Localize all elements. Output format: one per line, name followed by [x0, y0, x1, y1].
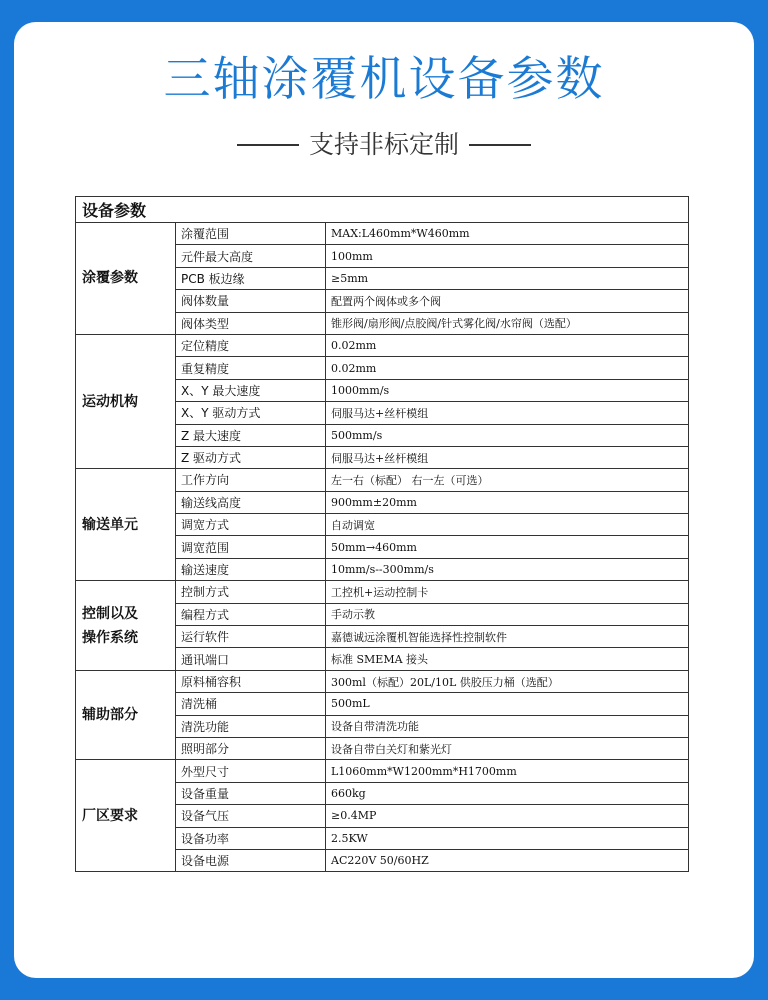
param-name-cell: Z 驱动方式	[176, 446, 326, 468]
param-name-cell: 设备重量	[176, 782, 326, 804]
category-name-line: 控制以及	[82, 605, 138, 622]
param-value-cell: 660kg	[326, 782, 689, 804]
param-value-cell: 嘉德诚远涂覆机智能选择性控制软件	[326, 626, 689, 648]
param-value-cell: 1000mm/s	[326, 379, 689, 401]
table-row	[76, 670, 689, 692]
category-name-line: 操作系统	[82, 629, 138, 646]
param-value-cell: 自动调宽	[326, 514, 689, 536]
param-value-cell: 锥形阀/扇形阀/点胶阀/针式雾化阀/水帘阀（选配）	[326, 312, 689, 334]
param-value-cell: 标准 SMEMA 接头	[326, 648, 689, 670]
param-value-cell: 配置两个阀体或多个阀	[326, 290, 689, 312]
param-value-cell: 2.5KW	[326, 827, 689, 849]
param-value-cell: 100mm	[326, 245, 689, 267]
param-name-cell: 定位精度	[176, 334, 326, 356]
left-dash-line	[237, 144, 299, 146]
param-name-cell: X、Y 驱动方式	[176, 402, 326, 424]
param-value-cell: 50mm→460mm	[326, 536, 689, 558]
param-name-cell: PCB 板边缘	[176, 267, 326, 289]
param-name-cell: 工作方向	[176, 469, 326, 491]
param-value-cell: 左一右（标配） 右一左（可选）	[326, 469, 689, 491]
param-value-cell: 手动示教	[326, 603, 689, 625]
subtitle-row	[0, 127, 768, 163]
param-name-cell: 通讯端口	[176, 648, 326, 670]
param-value-cell: 500mm/s	[326, 424, 689, 446]
table-row	[76, 760, 689, 782]
param-name-cell: 原料桶容积	[176, 670, 326, 692]
category-cell: 输送单元	[76, 469, 176, 581]
param-name-cell: 调宽方式	[176, 514, 326, 536]
param-value-cell: 工控机+运动控制卡	[326, 581, 689, 603]
param-name-cell: 编程方式	[176, 603, 326, 625]
param-name-cell: 涂覆范围	[176, 223, 326, 245]
param-name-cell: 输送速度	[176, 558, 326, 580]
param-name-cell: 阀体数量	[176, 290, 326, 312]
param-value-cell: 0.02mm	[326, 334, 689, 356]
param-value-cell: AC220V 50/60HZ	[326, 849, 689, 871]
param-name-cell: 设备功率	[176, 827, 326, 849]
param-name-cell: 控制方式	[176, 581, 326, 603]
param-name-cell: 照明部分	[176, 737, 326, 759]
param-value-cell: 伺服马达+丝杆模组	[326, 402, 689, 424]
right-dash-line	[469, 144, 531, 146]
param-name-cell: 运行软件	[176, 626, 326, 648]
param-value-cell: 500mL	[326, 693, 689, 715]
param-name-cell: 输送线高度	[176, 491, 326, 513]
param-value-cell: ≥0.4MP	[326, 805, 689, 827]
category-cell: 运动机构	[76, 334, 176, 468]
param-name-cell: 重复精度	[176, 357, 326, 379]
page-title: 三轴涂覆机设备参数	[163, 52, 605, 107]
spec-table-body	[76, 197, 689, 872]
table-header: 设备参数	[76, 197, 689, 223]
table-header-row	[76, 197, 689, 223]
param-value-cell: 10mm/s--300mm/s	[326, 558, 689, 580]
param-name-cell: 阀体类型	[176, 312, 326, 334]
category-cell: 厂区要求	[76, 760, 176, 872]
param-name-cell: 设备电源	[176, 849, 326, 871]
param-value-cell: ≥5mm	[326, 267, 689, 289]
param-value-cell: 0.02mm	[326, 357, 689, 379]
param-name-cell: X、Y 最大速度	[176, 379, 326, 401]
param-name-cell: Z 最大速度	[176, 424, 326, 446]
table-row	[76, 334, 689, 356]
param-value-cell: L1060mm*W1200mm*H1700mm	[326, 760, 689, 782]
param-name-cell: 调宽范围	[176, 536, 326, 558]
param-value-cell: MAX:L460mm*W460mm	[326, 223, 689, 245]
param-value-cell: 设备自带白关灯和紫光灯	[326, 737, 689, 759]
category-cell	[76, 581, 176, 671]
category-cell: 辅助部分	[76, 670, 176, 760]
param-name-cell: 设备气压	[176, 805, 326, 827]
param-value-cell: 300ml（标配）20L/10L 供胶压力桶（选配）	[326, 670, 689, 692]
param-name-cell: 清洗功能	[176, 715, 326, 737]
param-name-cell: 清洗桶	[176, 693, 326, 715]
subtitle: 支持非标定制	[308, 130, 459, 159]
table-row	[76, 469, 689, 491]
table-row	[76, 223, 689, 245]
param-name-cell: 外型尺寸	[176, 760, 326, 782]
table-row	[76, 581, 689, 603]
category-cell: 涂覆参数	[76, 223, 176, 335]
param-value-cell: 设备自带清洗功能	[326, 715, 689, 737]
param-name-cell: 元件最大高度	[176, 245, 326, 267]
param-value-cell: 伺服马达+丝杆模组	[326, 446, 689, 468]
param-value-cell: 900mm±20mm	[326, 491, 689, 513]
spec-table	[75, 196, 689, 872]
